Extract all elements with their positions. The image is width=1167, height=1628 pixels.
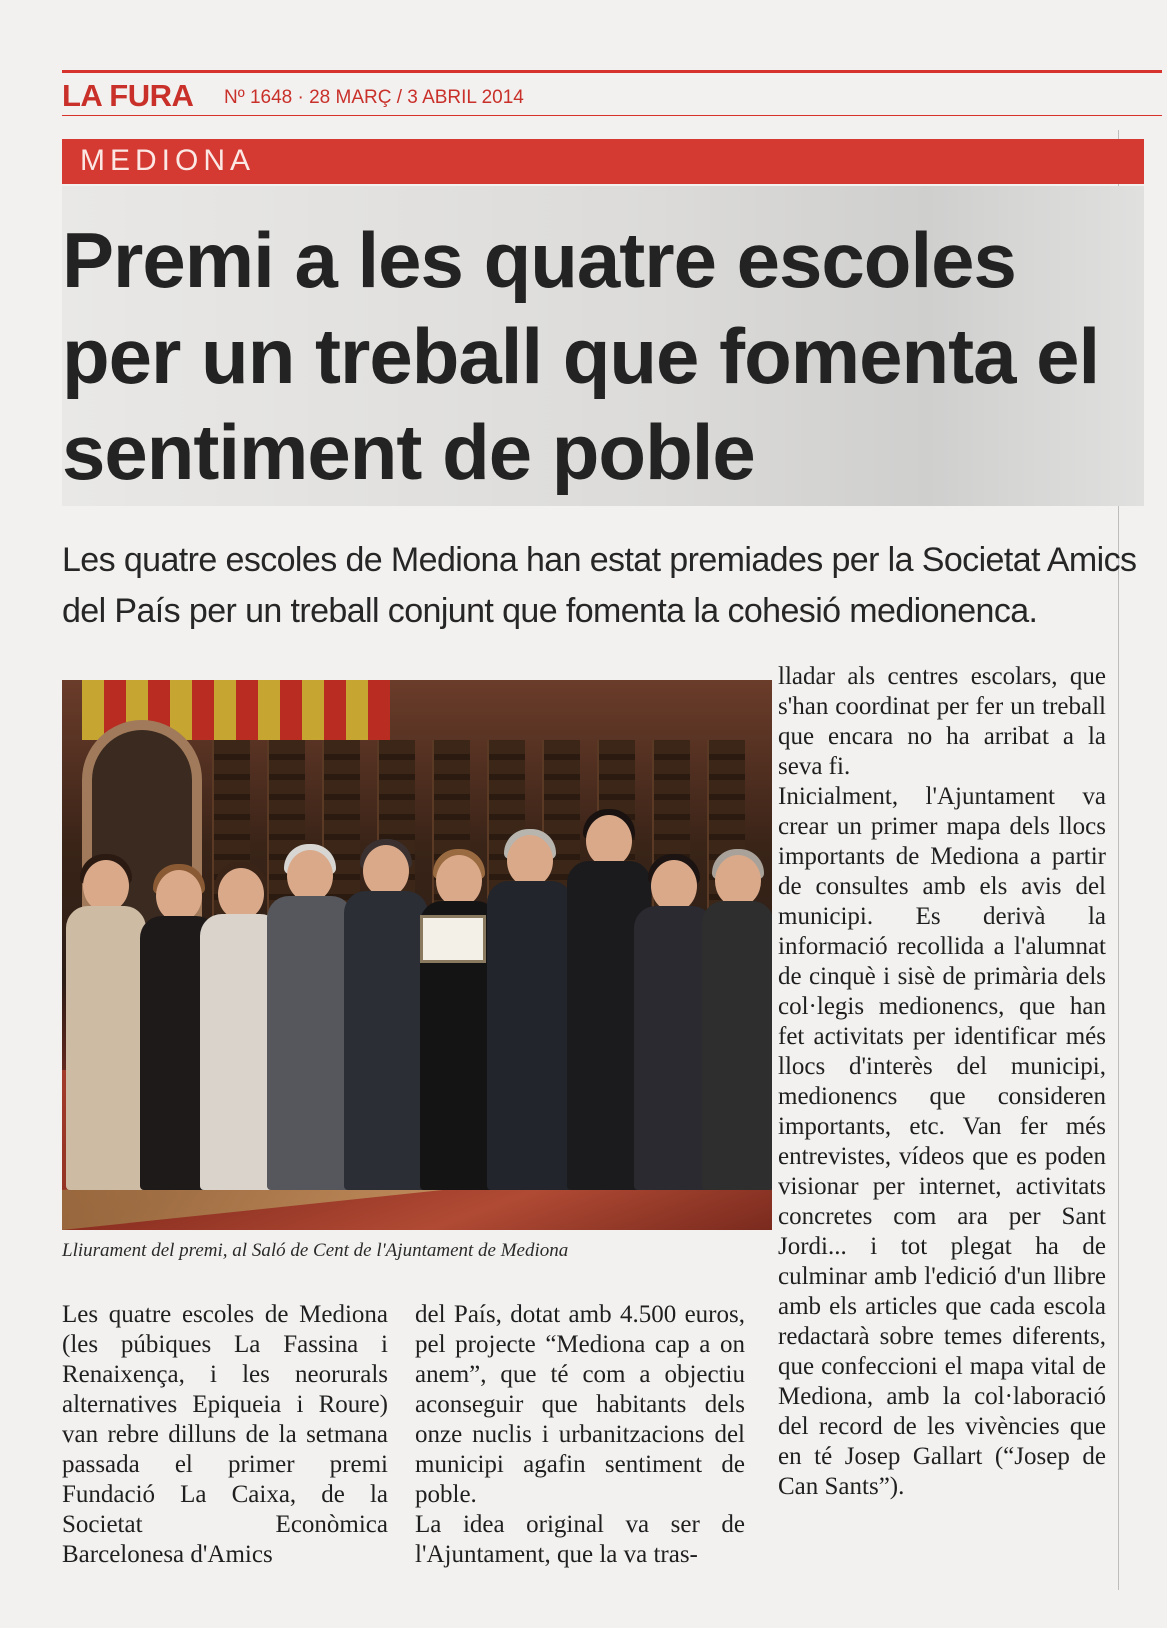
person xyxy=(702,855,772,1190)
flag-stripe xyxy=(280,680,302,740)
flag-stripe xyxy=(324,680,346,740)
section-label: MEDIONA xyxy=(80,144,256,177)
article-photo xyxy=(62,680,772,1230)
issue-date: Nº 1648 · 28 MARÇ / 3 ABRIL 2014 xyxy=(224,87,524,108)
flag-stripe xyxy=(368,680,390,740)
subheadline: Les quatre escoles de Mediona han estat premiades per la Societat Amics del País per un treball conjunt que fomenta la cohesió medionenca. xyxy=(62,541,1137,630)
flag-stripe xyxy=(82,680,104,740)
article-column-3: lladar als centres escolars, que s'han coordinat per fer un treball que encara no ha arribat a la seva fi. Inicialment, l'Ajuntament va crear un primer mapa dels llocs importants de Mediona a partir de consultes amb els avis del municipi. Es derivà la informació recollida a l'alumnat de cinquè i sisè de primària dels col·legis medionencs, que han fet activitats per identificar més llocs d'interès del municipi, medionencs que consideren importants, etc. Van fer més entrevistes, vídeos que es poden visionar per internet, activitats concretes com ara per Sant Jordi... i tot plegat ha de culminar amb l'edició d'un llibre amb els articles que cada escola redactarà sobre temes diferents, que confeccioni el mapa vital de Mediona, amb la col·laboració del record de les vivències que en té Josep Gallart (“Josep de Can Sants”). xyxy=(778,663,1106,1500)
person xyxy=(66,860,146,1190)
flag-stripe xyxy=(302,680,324,740)
flag-stripe xyxy=(236,680,258,740)
person xyxy=(267,850,353,1190)
article-column-2: del País, dotat amb 4.500 euros, pel projecte “Mediona cap a on anem”, que té com a objectiu aconseguir que habitants dels onze nuclis i urbanitzacions del municipi agafin sentiment de poble. La idea original va ser de l'Ajuntament, que la va tras- xyxy=(415,1301,745,1568)
masthead xyxy=(62,70,1162,116)
headline: Premi a les quatre escoles per un treball que fomenta el sentiment de poble xyxy=(62,216,1100,496)
award-certificate xyxy=(420,915,486,963)
person xyxy=(487,835,573,1190)
flag-stripe xyxy=(258,680,280,740)
article-column-1: Les quatre escoles de Mediona (les púbiques La Fassina i Renaixença, i les neorurals alternatives Epiqueia i Roure) van rebre dilluns de la setmana passada el primer premi Fundació La Caixa, de la Societat Econòmica Barcelonesa d'Amics xyxy=(62,1301,388,1568)
flag-stripe xyxy=(214,680,236,740)
section-bar xyxy=(62,139,1144,184)
flag-stripe xyxy=(192,680,214,740)
flag-stripe xyxy=(346,680,368,740)
person xyxy=(344,845,428,1190)
publication-logo: LA FURA xyxy=(62,78,194,113)
photo-caption: Lliurament del premi, al Saló de Cent de l'Ajuntament de Mediona xyxy=(62,1240,569,1261)
